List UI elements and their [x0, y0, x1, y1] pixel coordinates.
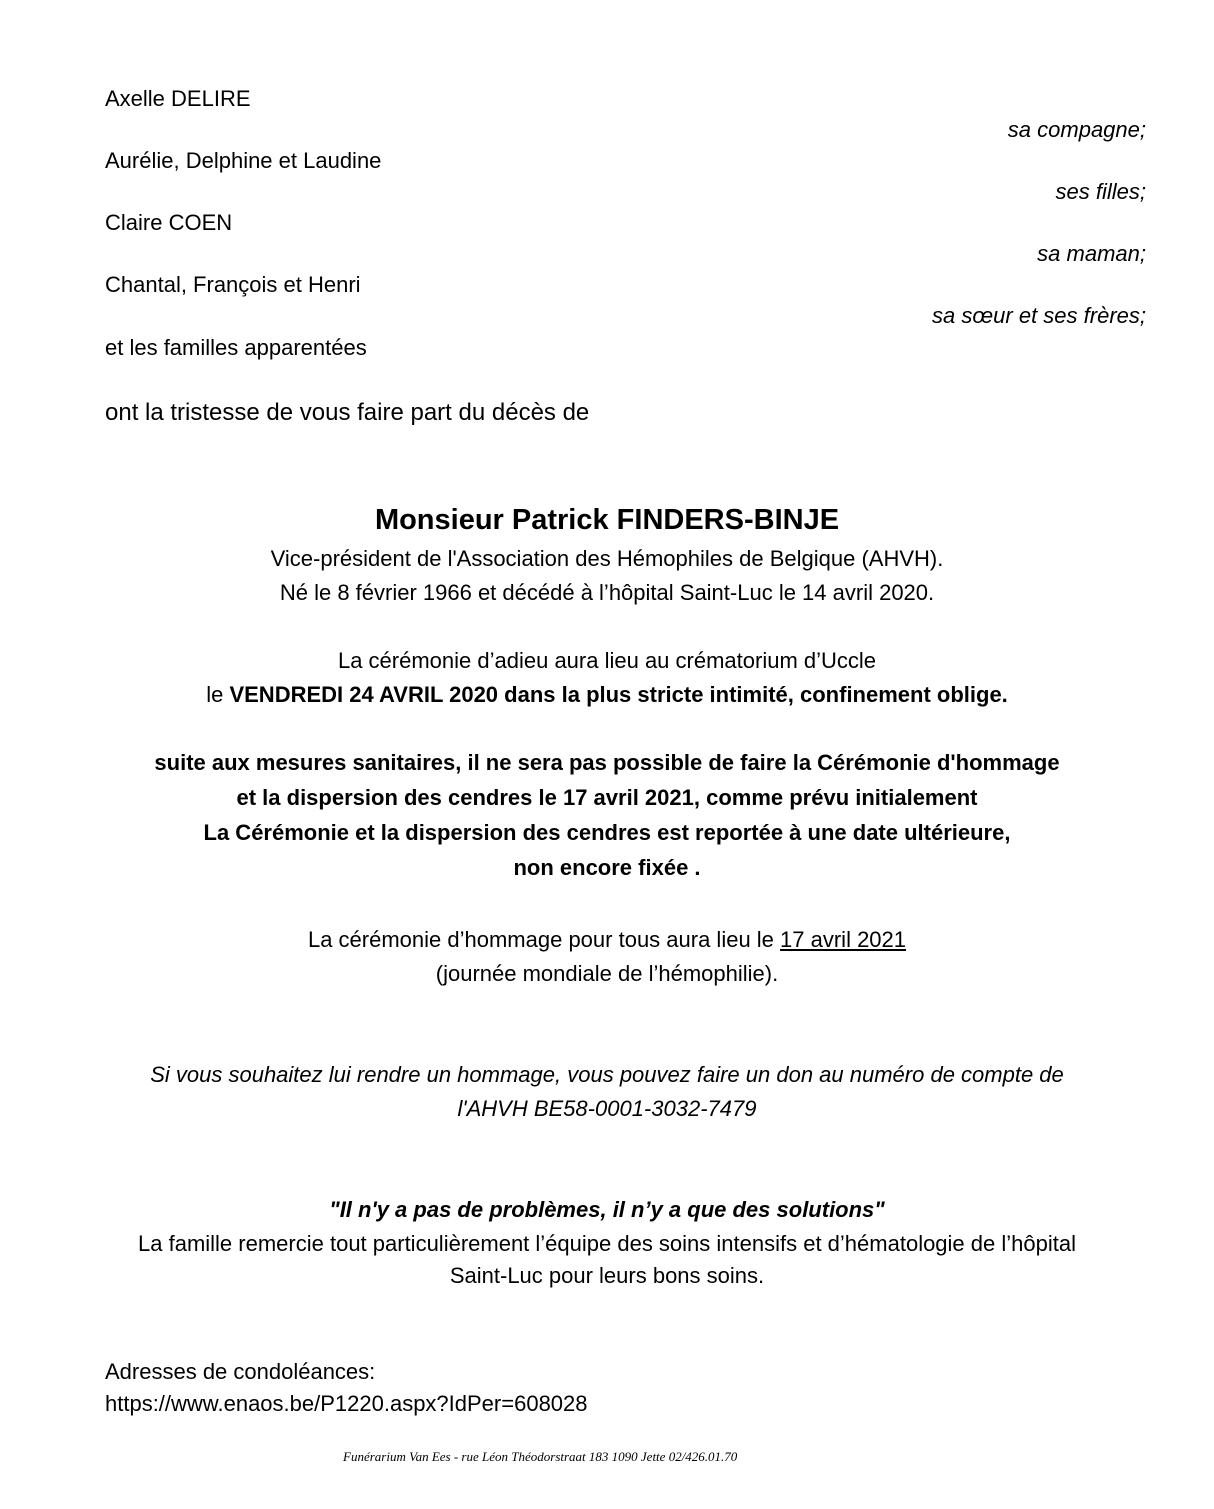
- thanks-line: La famille remercie tout particulièrement l’équipe des soins intensifs et d’hématologie de l’hôpital: [138, 1231, 1076, 1256]
- family-member-name: Axelle DELIRE: [105, 86, 251, 111]
- ceremony-date: [0, 682, 1214, 708]
- tribute-date: 17 avril 2021: [780, 927, 907, 952]
- family-member-name: Claire COEN: [105, 210, 233, 235]
- condolences-label: Adresses de condoléances:: [105, 1359, 376, 1384]
- ceremony-location: La cérémonie d’adieu aura lieu au crématorium d’Uccle: [337, 648, 877, 673]
- announcement-text: ont la tristesse de vous faire part du décès de: [105, 399, 590, 426]
- family-relation: sa compagne;: [1007, 117, 1146, 142]
- notice-line: suite aux mesures sanitaires, il ne sera pas possible de faire la Cérémonie d'hommage: [154, 750, 1060, 775]
- tribute-note: (journée mondiale de l’hémophilie).: [435, 961, 779, 986]
- footer-funeral-home: Funérarium Van Ees - rue Léon Théodorstraat 183 1090 Jette 02/426.01.70: [343, 1449, 738, 1464]
- deceased-dates: Né le 8 février 1966 et décédé à l’hôpital Saint-Luc le 14 avril 2020.: [279, 580, 935, 605]
- donation-text: Si vous souhaitez lui rendre un hommage, vous pouvez faire un don au numéro de compte de: [150, 1062, 1064, 1087]
- notice-line: non encore fixée .: [513, 855, 701, 880]
- ceremony-date-bold: VENDREDI 24 AVRIL 2020 dans la plus stricte intimité, confinement oblige.: [229, 682, 1008, 707]
- deceased-name: Monsieur Patrick FINDERS-BINJE: [374, 504, 840, 536]
- quote: "Il n'y a pas de problèmes, il n’y a que des solutions": [329, 1197, 885, 1222]
- deceased-role: Vice-président de l'Association des Hémophiles de Belgique (AHVH).: [270, 546, 944, 571]
- donation-account: l'AHVH BE58-0001-3032-7479: [457, 1096, 757, 1121]
- notice-line: La Cérémonie et la dispersion des cendres est reportée à une date ultérieure,: [203, 820, 1011, 845]
- condolences-url[interactable]: https://www.enaos.be/P1220.aspx?IdPer=608028: [105, 1391, 588, 1416]
- thanks-line: Saint-Luc pour leurs bons soins.: [449, 1263, 765, 1288]
- family-member-name: et les familles apparentées: [105, 335, 367, 360]
- family-member-name: Chantal, François et Henri: [105, 272, 361, 297]
- family-relation: ses filles;: [1055, 179, 1146, 204]
- notice-line: et la dispersion des cendres le 17 avril 2021, comme prévu initialement: [236, 785, 978, 810]
- ceremony-date-prefix: le: [206, 682, 230, 707]
- family-member-name: Aurélie, Delphine et Laudine: [105, 148, 382, 173]
- family-relation: sa maman;: [1037, 241, 1146, 266]
- tribute-prefix: La cérémonie d’hommage pour tous aura lieu le: [307, 927, 781, 952]
- family-relation: sa sœur et ses frères;: [932, 303, 1146, 328]
- tribute-ceremony: [0, 927, 1214, 953]
